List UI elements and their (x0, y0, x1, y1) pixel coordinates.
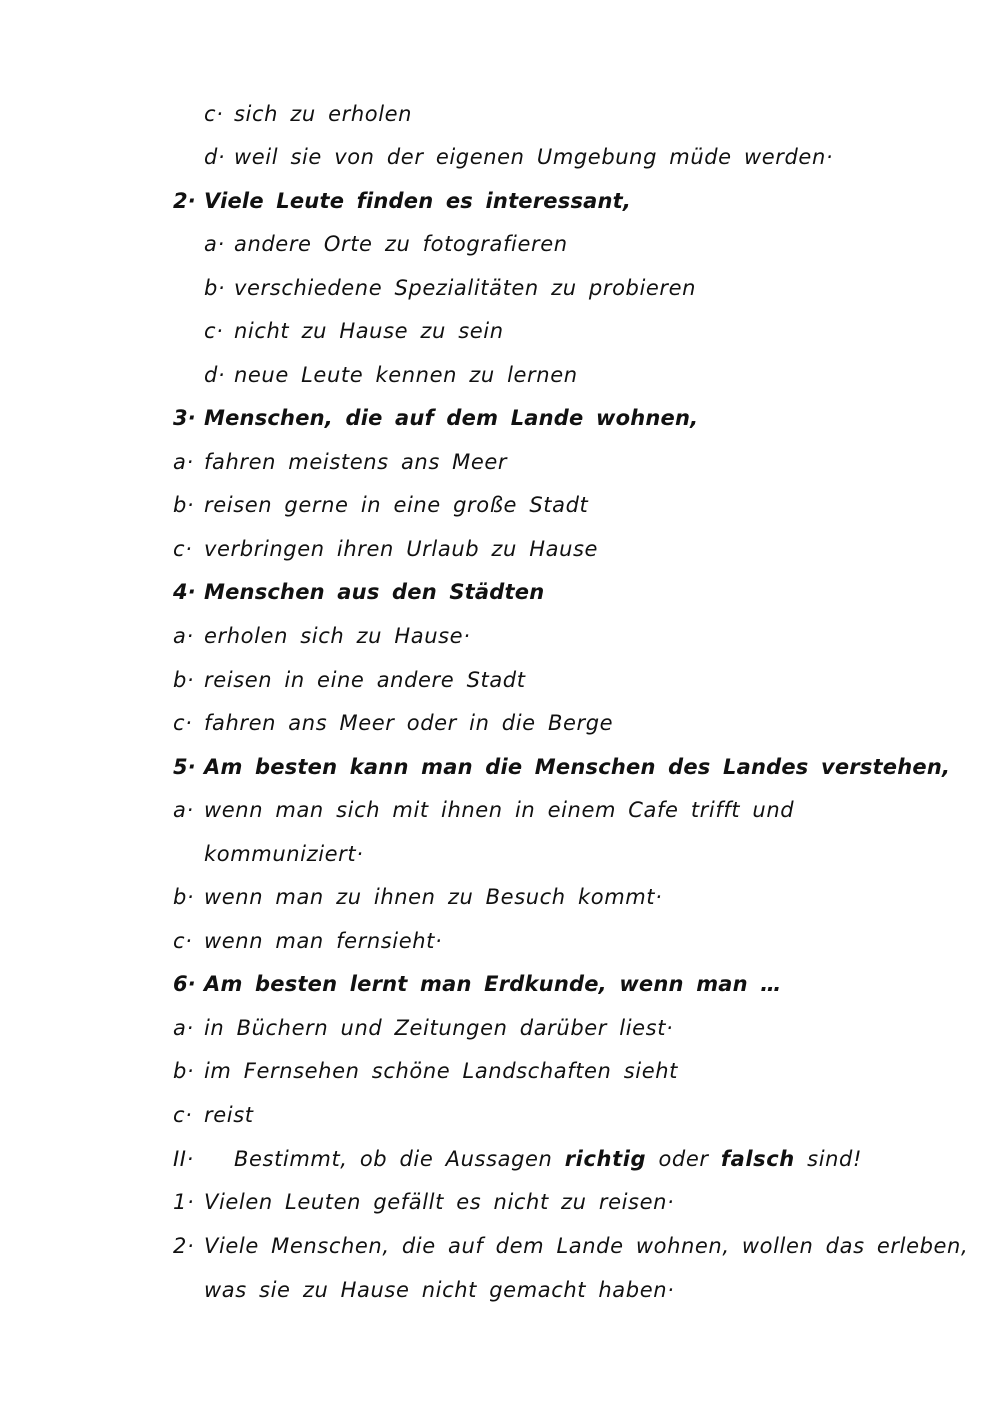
option-text: wenn man fernsieht· (204, 929, 443, 953)
option-label: c· (173, 929, 193, 953)
option-c-line (0, 703, 613, 743)
statement-text: Viele Menschen, die auf dem Lande wohnen, wollen das erleben, (204, 1234, 969, 1258)
option-label: a· (204, 232, 225, 256)
question-3-line (0, 398, 698, 438)
question-6-line (0, 964, 782, 1004)
option-label: b· (173, 885, 195, 909)
option-a-line (0, 1008, 673, 1048)
option-label: c· (173, 537, 193, 561)
question-number: 2· (173, 189, 196, 213)
statement-2-continuation (0, 1270, 674, 1310)
option-text: reisen in eine andere Stadt (204, 668, 526, 692)
option-label: c· (204, 102, 224, 126)
statement-2-line (0, 1226, 968, 1266)
option-label: b· (204, 276, 226, 300)
question-text: Am besten lernt man Erdkunde, wenn man … (204, 972, 782, 996)
option-label: b· (173, 1059, 195, 1083)
option-d-line (0, 355, 578, 395)
instruction-text-middle: oder (658, 1147, 709, 1171)
option-text: sich zu erholen (234, 102, 413, 126)
option-text: reist (204, 1103, 254, 1127)
option-label: a· (173, 624, 194, 648)
option-c-line (0, 1095, 254, 1135)
option-c-line (0, 921, 442, 961)
instruction-text-start: Bestimmt, ob die Aussagen (234, 1147, 553, 1171)
statement-text: was sie zu Hause nicht gemacht haben· (204, 1278, 675, 1302)
option-text: im Fernsehen schöne Landschaften sieht (204, 1059, 678, 1083)
option-a-continuation (0, 834, 364, 874)
option-text: fahren ans Meer oder in die Berge (204, 711, 614, 735)
option-label: b· (173, 668, 195, 692)
statement-1-line (0, 1182, 674, 1222)
question-number: 5· (173, 755, 196, 779)
option-text: wenn man zu ihnen zu Besuch kommt· (204, 885, 663, 909)
question-number: 6· (173, 972, 196, 996)
option-label: d· (204, 363, 226, 387)
option-text: in Büchern und Zeitungen darüber liest· (204, 1016, 674, 1040)
question-4-line (0, 572, 544, 612)
option-label: a· (173, 798, 194, 822)
option-a-line (0, 442, 507, 482)
option-b-line (0, 268, 696, 308)
question-text: Menschen, die auf dem Lande wohnen, (204, 406, 699, 430)
statement-number: 1· (173, 1190, 195, 1214)
option-text: reisen gerne in eine große Stadt (204, 493, 589, 517)
instruction-text-end: sind! (807, 1147, 862, 1171)
option-b-line (0, 877, 662, 917)
section-2-heading (0, 1139, 862, 1179)
question-number: 3· (173, 406, 196, 430)
option-b-line (0, 485, 588, 525)
option-text: kommuniziert· (204, 842, 364, 866)
option-text: verbringen ihren Urlaub zu Hause (204, 537, 599, 561)
option-b-line (0, 660, 526, 700)
option-c-line (0, 529, 598, 569)
option-text: wenn man sich mit ihnen in einem Cafe trifft und (204, 798, 795, 822)
statement-text: Vielen Leuten gefällt es nicht zu reisen· (204, 1190, 675, 1214)
keyword-falsch: falsch (720, 1147, 795, 1171)
option-a-line (0, 790, 794, 830)
question-text: Am besten kann man die Menschen des Landes verstehen, (204, 755, 951, 779)
option-a-line (0, 616, 470, 656)
question-2-line (0, 181, 631, 221)
option-text: verschiedene Spezialitäten zu probieren (234, 276, 697, 300)
keyword-richtig: richtig (564, 1147, 647, 1171)
option-label: c· (173, 1103, 193, 1127)
option-label: c· (204, 319, 224, 343)
option-label: a· (173, 1016, 194, 1040)
statement-number: 2· (173, 1234, 195, 1258)
option-label: a· (173, 450, 194, 474)
section-numeral: II· (173, 1147, 194, 1171)
option-text: neue Leute kennen zu lernen (234, 363, 578, 387)
option-text: weil sie von der eigenen Umgebung müde werden· (234, 145, 834, 169)
option-c-line (0, 94, 412, 134)
option-label: c· (173, 711, 193, 735)
question-5-line (0, 747, 950, 787)
option-b-line (0, 1051, 678, 1091)
option-a-line (0, 224, 568, 264)
option-text: nicht zu Hause zu sein (234, 319, 504, 343)
option-text: andere Orte zu fotografieren (234, 232, 568, 256)
option-c-line (0, 311, 504, 351)
question-text: Menschen aus den Städten (204, 580, 545, 604)
question-number: 4· (173, 580, 196, 604)
option-label: b· (173, 493, 195, 517)
option-label: d· (204, 145, 226, 169)
option-d-line (0, 137, 833, 177)
option-text: erholen sich zu Hause· (204, 624, 471, 648)
question-text: Viele Leute finden es interessant, (204, 189, 632, 213)
option-text: fahren meistens ans Meer (204, 450, 508, 474)
